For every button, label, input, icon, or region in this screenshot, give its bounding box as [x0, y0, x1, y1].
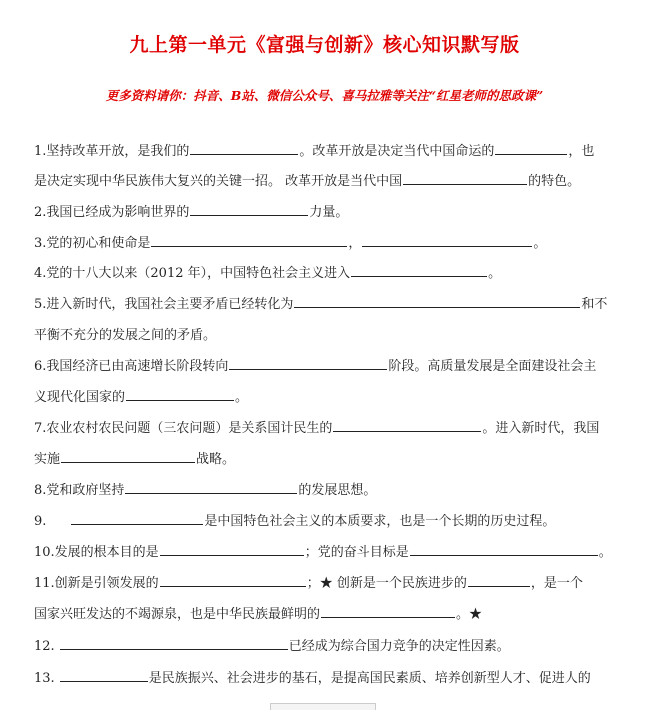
blank — [125, 480, 297, 494]
question-11-line-2: 国家兴旺发达的不竭源泉，也是中华民族最鲜明的 。★ — [34, 600, 624, 630]
star-icon: ★ — [469, 607, 483, 622]
question-5-line-2: 平衡不充分的发展之间的矛盾。 — [34, 328, 217, 343]
question-4: 4.党的十八大以来（2012 年），中国特色社会主义进入 。 — [34, 259, 624, 289]
blank — [60, 636, 288, 650]
blank — [61, 449, 195, 463]
blank — [229, 356, 387, 370]
question-3: 3.党的初心和使命是 ， 。 — [34, 229, 624, 259]
blank — [403, 171, 527, 185]
question-1-line-1: 1.坚持改革开放，是我们的 。改革开放是决定当代中国命运的 ，也 — [34, 137, 624, 167]
question-10: 10.发展的根本目的是 ；党的奋斗目标是 。 — [34, 538, 624, 568]
question-5-line-1: 5.进入新时代，我国社会主要矛盾已经转化为 和不 — [34, 290, 624, 320]
blank — [190, 141, 298, 155]
question-9: 9. 是中国特色社会主义的本质要求，也是一个长期的历史过程。 — [34, 507, 624, 537]
blank — [151, 233, 347, 247]
blank — [160, 573, 306, 587]
question-12: 12. 已经成为综合国力竞争的决定性因素。 — [34, 632, 624, 662]
blank — [160, 542, 304, 556]
blank — [362, 233, 532, 247]
question-11-line-1: 11.创新是引领发展的 ；★ 创新是一个民族进步的 ，是一个 — [34, 569, 624, 599]
blank — [190, 202, 308, 216]
question-7-line-2: 实施 战略。 — [34, 445, 624, 475]
question-6-line-2: 义现代化国家的 。 — [34, 383, 624, 413]
question-8: 8.党和政府坚持 的发展思想。 — [34, 476, 624, 506]
question-1-line-2: 是决定实现中华民族伟大复兴的关键一招。 改革开放是当代中国 的特色。 — [34, 167, 624, 197]
blank — [321, 604, 455, 618]
question-2: 2.我国已经成为影响世界的 力量。 — [34, 198, 624, 228]
blank — [71, 511, 203, 525]
page-title: 九上第一单元《富强与创新》核心知识默写版 — [129, 34, 520, 56]
blank — [60, 668, 148, 682]
question-6-line-1: 6.我国经济已由高速增长阶段转向 阶段。高质量发展是全面建设社会主 — [34, 352, 624, 382]
blank — [410, 542, 598, 556]
promo-subtitle: 更多资料请你：抖音、B站、微信公众号、喜马拉雅等关注“红星老师的思政课” — [105, 88, 544, 103]
blank — [495, 141, 567, 155]
question-7-line-1: 7.农业农村农民问题（三农问题）是关系国计民生的 。进入新时代，我国 — [34, 414, 624, 444]
question-13: 13. 是民族振兴、社会进步的基石，是提高国民素质、培养创新型人才、促进人的 — [34, 664, 624, 694]
blank — [468, 573, 530, 587]
blank — [351, 263, 487, 277]
star-icon: ★ — [319, 576, 333, 591]
blank — [126, 387, 234, 401]
blank — [333, 418, 481, 432]
blank — [294, 294, 580, 308]
